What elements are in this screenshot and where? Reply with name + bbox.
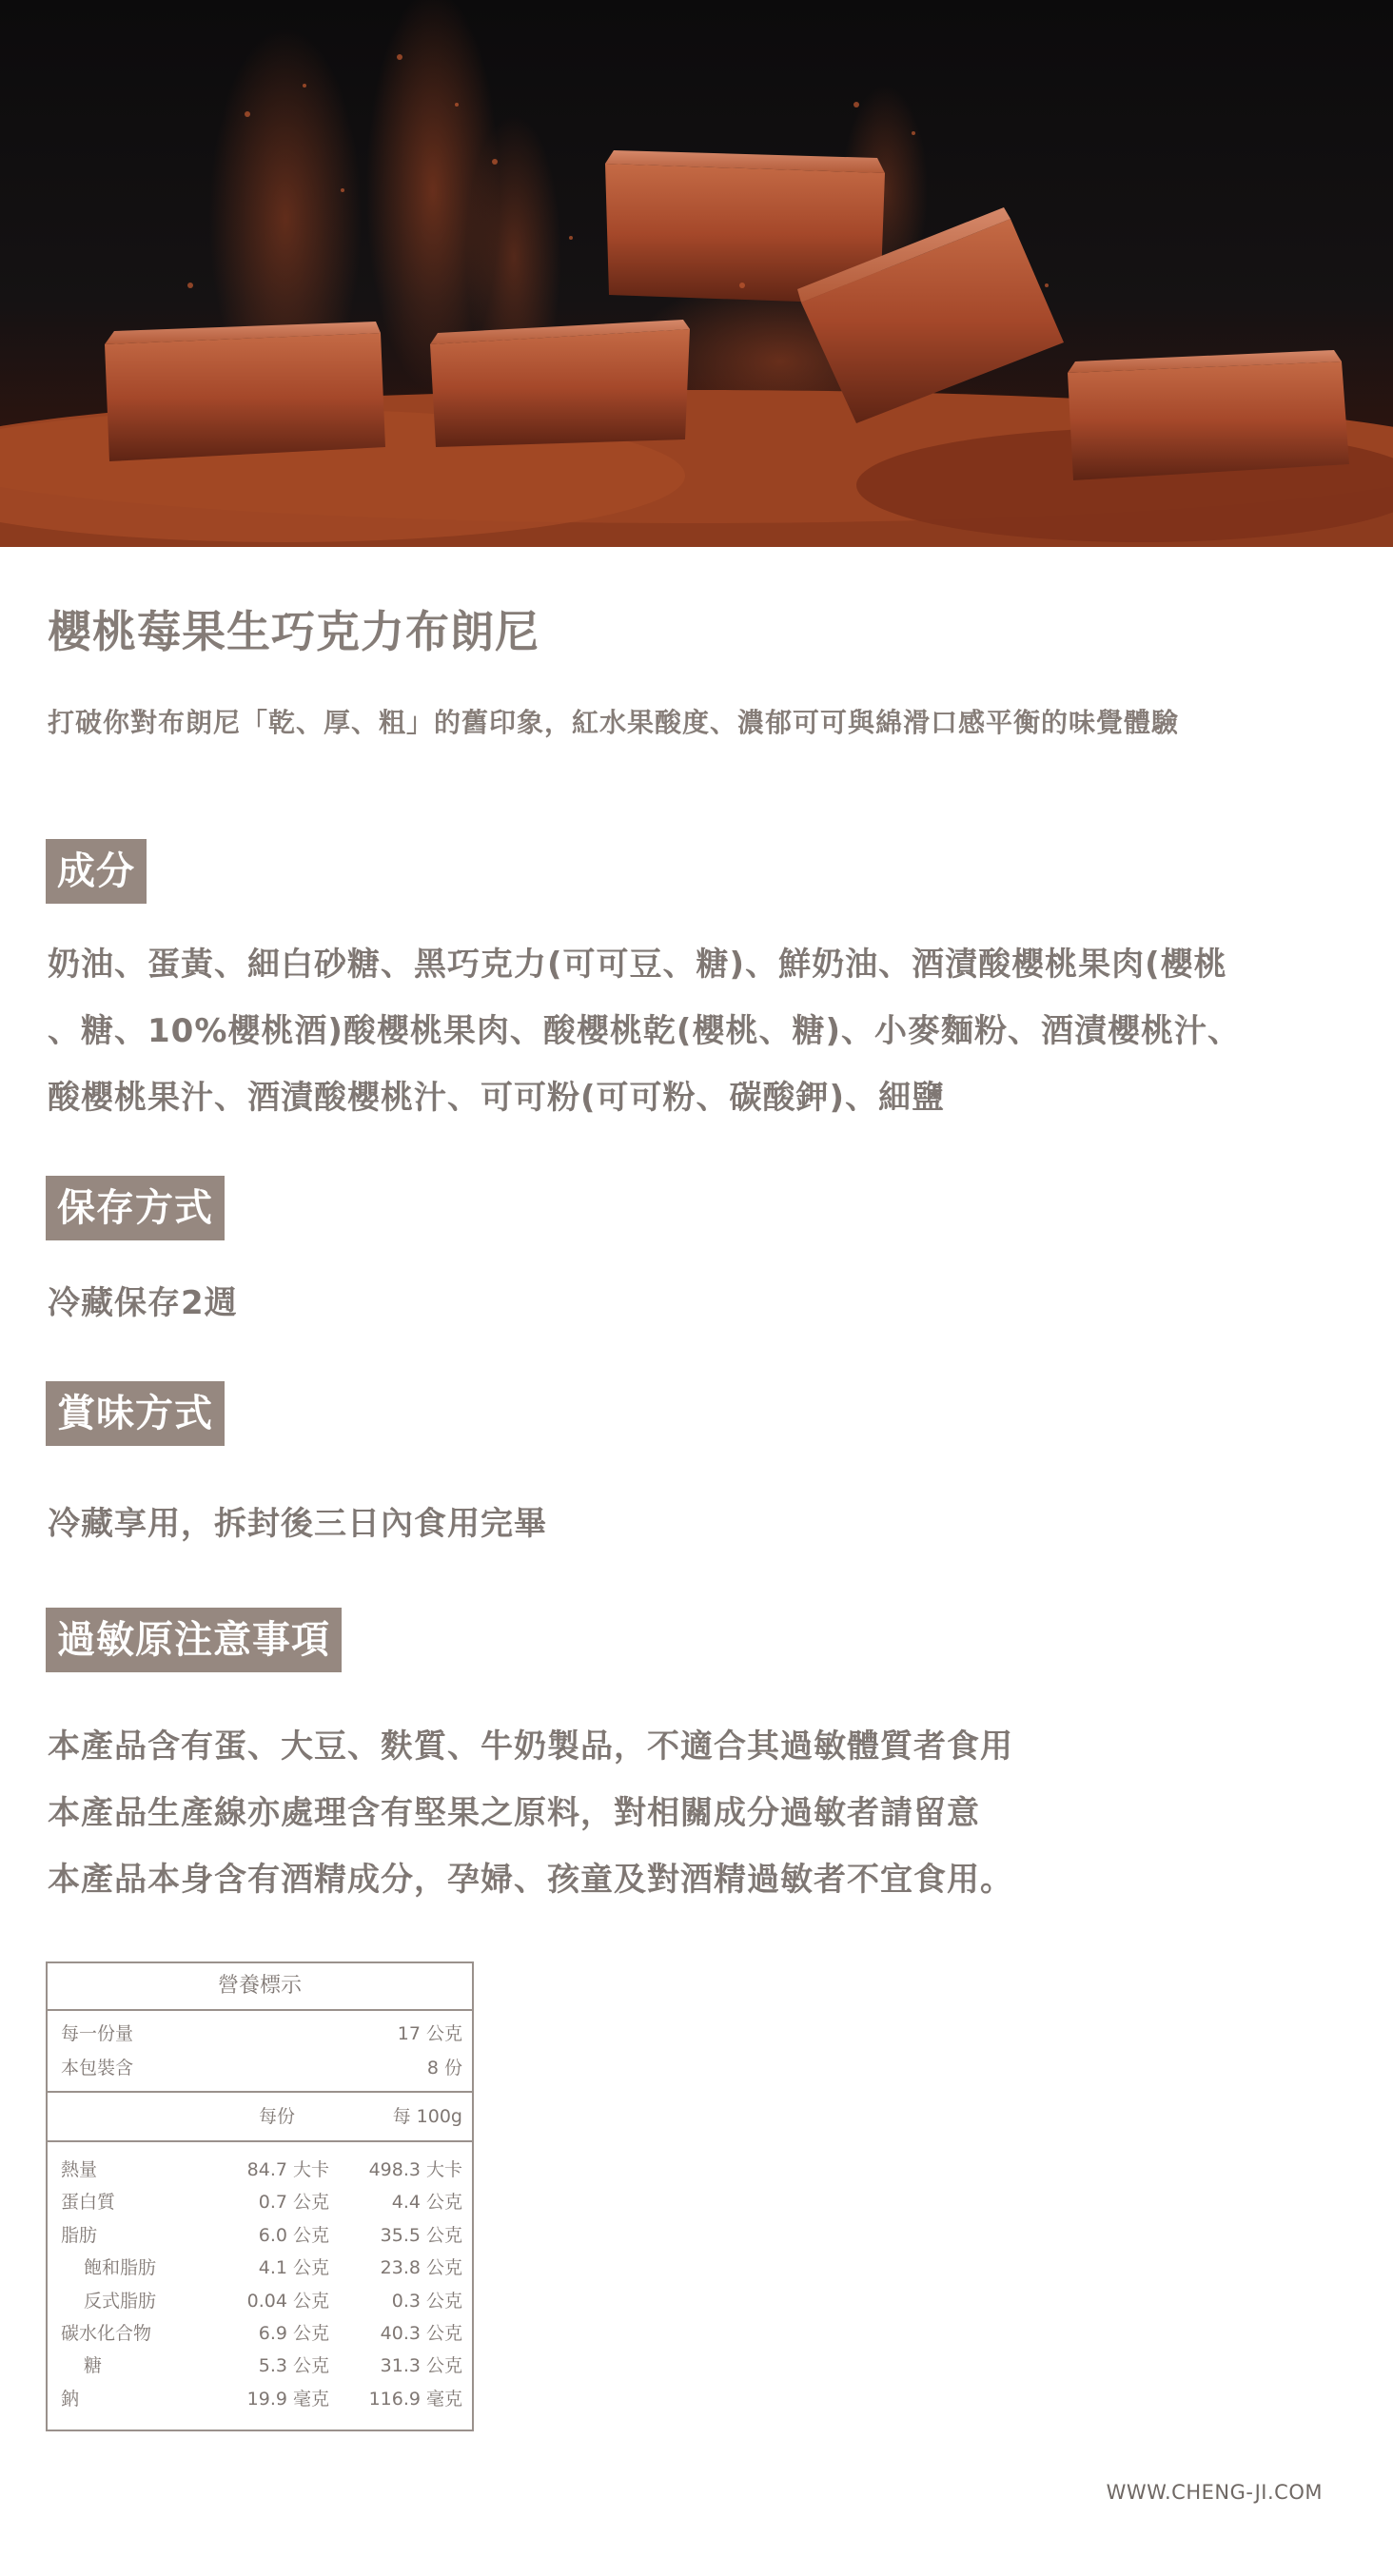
nutrition-row (48, 2317, 472, 2350)
nutrient-per-100g: 40.3 公克 (380, 2322, 462, 2344)
nutrition-table (46, 1961, 474, 2431)
nutrition-row (48, 2383, 472, 2415)
nutrient-per-serving: 6.9 公克 (258, 2322, 329, 2344)
storage-text: 冷藏保存2週 (48, 1284, 238, 1322)
nutrient-per-100g: 35.5 公克 (380, 2224, 462, 2246)
serving-size-row (48, 2017, 472, 2051)
serving-size-label: 每一份量 (61, 2023, 134, 2044)
nutrient-per-100g: 31.3 公克 (380, 2355, 462, 2377)
allergen-text (48, 1713, 1013, 1913)
nutrient-per-serving: 0.7 公克 (258, 2192, 329, 2214)
brownie-illustration (0, 0, 1393, 547)
servings-value: 8 份 (426, 2058, 462, 2078)
nutrient-label: 鈉 (61, 2388, 80, 2410)
nutrient-per-100g: 0.3 公克 (391, 2290, 462, 2312)
product-title: 櫻桃莓果生巧克力布朗尼 (48, 606, 540, 657)
section-heading-storage: 保存方式 (46, 1176, 225, 1240)
nutrient-per-serving: 84.7 大卡 (246, 2159, 329, 2180)
nutrient-per-100g: 116.9 毫克 (368, 2388, 462, 2410)
nutrient-label: 反式脂肪 (84, 2290, 157, 2312)
section-heading-serving: 賞味方式 (46, 1381, 225, 1446)
nutrient-per-serving: 0.04 公克 (246, 2290, 329, 2312)
section-heading-allergen: 過敏原注意事項 (46, 1608, 342, 1672)
nutrition-values (48, 2142, 472, 2415)
nutrition-row (48, 2350, 472, 2382)
nutrition-title: 營養標示 (48, 1963, 472, 2011)
ingredients-line: 奶油、蛋黃、細白砂糖、黑巧克力(可可豆、糖)、鮮奶油、酒漬酸櫻桃果肉(櫻桃 (48, 946, 1227, 984)
allergen-line: 本產品本身含有酒精成分，孕婦、孩童及對酒精過敏者不宜食用。 (48, 1861, 1013, 1899)
nutrient-per-serving: 6.0 公克 (258, 2224, 329, 2246)
website-url: WWW.CHENG-JI.COM (1106, 2481, 1323, 2504)
servings-label: 本包裝含 (61, 2058, 134, 2078)
allergen-line: 本產品含有蛋、大豆、麩質、牛奶製品，不適合其過敏體質者食用 (48, 1727, 1013, 1766)
nutrition-row (48, 2186, 472, 2218)
ingredients-line: 、糖、10%櫻桃酒)酸櫻桃果肉、酸櫻桃乾(櫻桃、糖)、小麥麵粉、酒漬櫻桃汁、 (48, 1012, 1241, 1050)
nutrient-label: 飽和脂肪 (84, 2257, 157, 2279)
ingredients-text (48, 931, 1241, 1131)
brownie-cube-right (1068, 350, 1349, 480)
nutrient-label: 碳水化合物 (61, 2322, 152, 2344)
nutrition-row (48, 2285, 472, 2317)
nutrition-column-header (48, 2093, 472, 2140)
nutrient-label: 糖 (84, 2355, 103, 2377)
hero-photo (0, 0, 1393, 547)
section-heading-ingredients: 成分 (46, 839, 147, 904)
serving-size-value: 17 公克 (397, 2023, 462, 2044)
nutrition-row (48, 2252, 472, 2284)
nutrient-per-100g: 4.4 公克 (391, 2192, 462, 2214)
column-per-serving: 每份 (259, 2106, 296, 2127)
nutrient-label: 脂肪 (61, 2224, 98, 2246)
nutrient-label: 蛋白質 (61, 2192, 116, 2214)
nutrient-label: 熱量 (61, 2159, 98, 2180)
servings-row (48, 2051, 472, 2085)
nutrition-row (48, 2154, 472, 2186)
nutrient-per-serving: 4.1 公克 (258, 2257, 329, 2279)
nutrient-per-100g: 498.3 大卡 (368, 2159, 462, 2180)
brownie-cube-middle (430, 320, 690, 447)
product-subtitle: 打破你對布朗尼「乾、厚、粗」的舊印象，紅水果酸度、濃郁可可與綿滑口感平衡的味覺體驗 (48, 707, 1180, 738)
nutrient-per-serving: 5.3 公克 (258, 2355, 329, 2377)
nutrient-per-100g: 23.8 公克 (380, 2257, 462, 2279)
ingredients-line: 酸櫻桃果汁、酒漬酸櫻桃汁、可可粉(可可粉、碳酸鉀)、細鹽 (48, 1079, 946, 1117)
nutrient-per-serving: 19.9 毫克 (246, 2388, 329, 2410)
brownie-cube-left (105, 322, 385, 461)
allergen-line: 本產品生產線亦處理含有堅果之原料，對相關成分過敏者請留意 (48, 1794, 980, 1832)
nutrition-row (48, 2219, 472, 2252)
serving-text: 冷藏享用，拆封後三日內食用完畢 (48, 1505, 547, 1543)
column-per-100g: 每 100g (392, 2106, 462, 2127)
